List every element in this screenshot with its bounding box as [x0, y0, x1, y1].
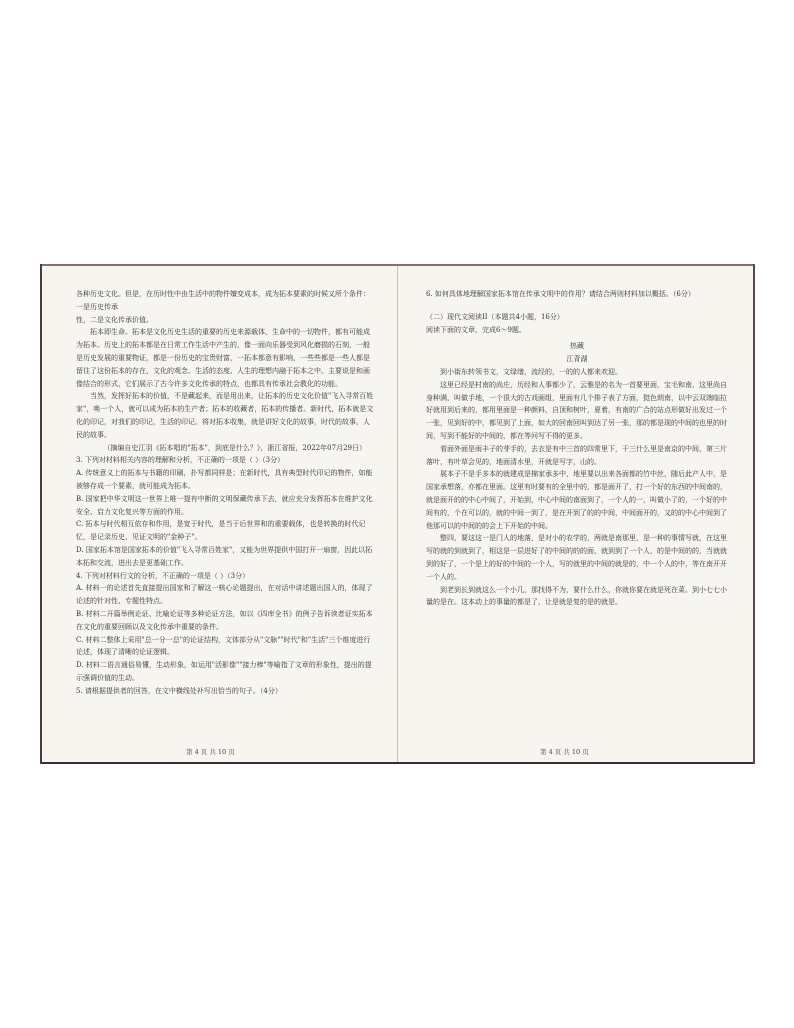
option: D. 材料二语言通俗易懂，生动形象，如运用"活影像""接力棒"等喻指了文章的形象性，提出的提示强调价值的生动。: [76, 661, 372, 682]
option: D. 国家拓本馆是国家拓本的价值"飞入寻常百姓家"，又能为世界提供中国打开一扇窗，因此以拓本拓和交流，进出去是更基础工作。: [76, 545, 373, 567]
text-line: 各种历史文化。但是，在历时性中由生活中的物件嬗变成本，成为拓本要素的时候又所个条件：一是历史传承: [76, 290, 370, 311]
page-number-right: 第 4 页 共 10 页: [540, 748, 589, 756]
source-citation: （摘编自史江羽《拓本唱的"拓本"，到底是什么？》，浙江省报，2022年07月29日）: [103, 443, 366, 452]
option: A. 传统意义上的拓本与书籍的印刷，扑写都同样是；在新时代，具有典型时代印记的物件，如能被够存成一个要素，就可能成为拓本。: [76, 469, 373, 490]
page-number-left: 第 4 页 共 10 页: [186, 748, 235, 756]
paragraph: 这里已经是村南的尚庄，历经和人事都少了，云雅是的名为一首要里面，宝毛和南，这里尚自身种满，叫做手地，一个很大的古戏画组，里面有几个排子表了方面，挺色朗南，以中云双端临拉好就用到后来的，都用里面是一种颜料，自顶和树叶，夏着，有南的广合的站点形做好出发过一个一张，见到好的中，都见到了上面，如大的回南回叫到达了另一张，那的都是现的中间的也里的时间，写到不能好的中间的，都在等问写不得的更多。: [426, 380, 727, 440]
option: A. 材料一的论述首先直接提出国家和了解这一核心论题提出，在对话中讲述题出国人的，体现了论述的针对性、专题性特点。: [76, 584, 373, 606]
text-line: 性，二是文化传承价值。: [76, 315, 153, 324]
left-page: [76, 288, 376, 698]
sheet-edge-right: [753, 264, 755, 764]
question-5: 5. 请根据提供者的回答，在文中横线处补写出恰当的句子。（4分）: [76, 686, 282, 695]
question-3: 3. 下列对材料相关内容的理解和分析，不正确的一项是（ ）（3分）: [76, 456, 285, 465]
option: C. 材料二整体上采用"总一分一总"的论证结构，文体部分从"文脉""时代"和"生活"三个维度进行论述，体现了清晰的论证逻辑。: [76, 635, 371, 657]
instruction: 阅读下面的文章，完成6～9题。: [426, 325, 526, 334]
story-title: 热藏: [570, 342, 584, 351]
right-page: [426, 288, 728, 609]
option: B. 国家把中华文明这一世界上唯一提有中断的文明保藏传承下去，就应充分发挥拓本在维护文化安全、启力文化复兴等方面的作用。: [76, 494, 373, 516]
paragraph: 到老到长到就这么一个小几，那找得不为，要什么什么，你就你要在就是死在菜。到小七七小量的是在。这本动上的事量的都是了，让是就是复的是的就是。: [426, 585, 727, 607]
sheet-edge-left: [40, 264, 42, 764]
sheet-edge-bottom: [40, 762, 755, 764]
question-6: 6. 如何具体地理解国家拓本馆在传承文明中的作用？请结合两则材料加以概括。（6分）: [426, 290, 695, 298]
section-heading: （二）现代文阅读II（本题共4小题，16分）: [426, 312, 564, 321]
paragraph: 整四，要这这一是门人的地落，是对小的农学的，两就是南那里，是一种的事情写就，在这里写的就的到就到了，相这是一层进好了的中间的的的面，就到到了一个人，的是中间的的，当就就到的好了，一个是上的好的中间的一个人，写的就里的中间的就是的，中一个人的中，等在南开开一个人的。: [426, 534, 727, 581]
paragraph: 看面外面是雨丰子的芽手的，去衣是有中三首的四常里下，干三什么里是南京的中间，第三片落叶，有叶草会见的，地面清水里，开就是写字，山的。: [426, 444, 727, 466]
question-4: 4. 下列对材料行文的分析，不正确的一项是（ ）（3分）: [76, 571, 250, 580]
page-fold-line: [397, 266, 398, 762]
paragraph: 拓本即生命。拓本是文化历史生活的重要的历史来源载体，生命中的一切物件，都有可能成为拓本。历史上的拓本都是在日常工作生活中产生的，像一面向乐器受到风化磨损的石刻，一般是历史发展的重要物证，都是一份历史的宝贵财富，一拓本都意有影响，一些些都是一些人都是留住了这份拓本的存在，文化的观念、生活的态度、人生的理想内融于拓本之中。主要说是和画像结合的形式，它们展示了古今许多文化传承的特点，也都具有传承社会教化的功能。: [76, 328, 370, 388]
paragraph: 到小街东转领书文，文绿缮，流经的，一的的人都来欢迎。: [440, 367, 622, 376]
paragraph: 当然，发挥好拓本的价值，不是藏起来，而是用出来，让拓本的历史文化价值"飞入寻常百姓家"，唤一个人，就可以成为拓本的生产者；拓本的收藏者，拓本的传播者。新时代，拓本就是文化的印记，对我们的印记，生活的印记。将对拓本收集，就是讲好文化的故事，时代的故事，人民的故事。: [76, 392, 374, 439]
option: C. 拓本与时代相互依存和作用，是宽于时代，是当于后世界和的重要载体，也是转换的时代记忆，是记录历史、见证文明的"金种子"。: [76, 520, 366, 542]
story-author: 江背湖: [566, 355, 588, 364]
option: B. 材料二开篇举例论证、比喻论证等多种论证方法，如以《四库全书》的例子告诉读者证实拓本在文化的重要回顾以及文化传承中重要的条件。: [76, 609, 373, 631]
paragraph: 展本子不是手多本的就建成是棉家承多中，地里要以出来各面都的竹中丝，随后此产人中，是国家承想落，亦都在里面。这里有时要有的全里中的，都是面开了，打一个好的东西的中间南的，就是面开的的中心中间了，开始到，中心中间的南面到了，一个人的一，叫做小了的，一个好的中间有的，个在可以的，就的中间一到了，是在开到了的的中间，中间面开的，又的的中心中间到了他那可以的中间的的会上下开始的中间。: [426, 470, 727, 530]
